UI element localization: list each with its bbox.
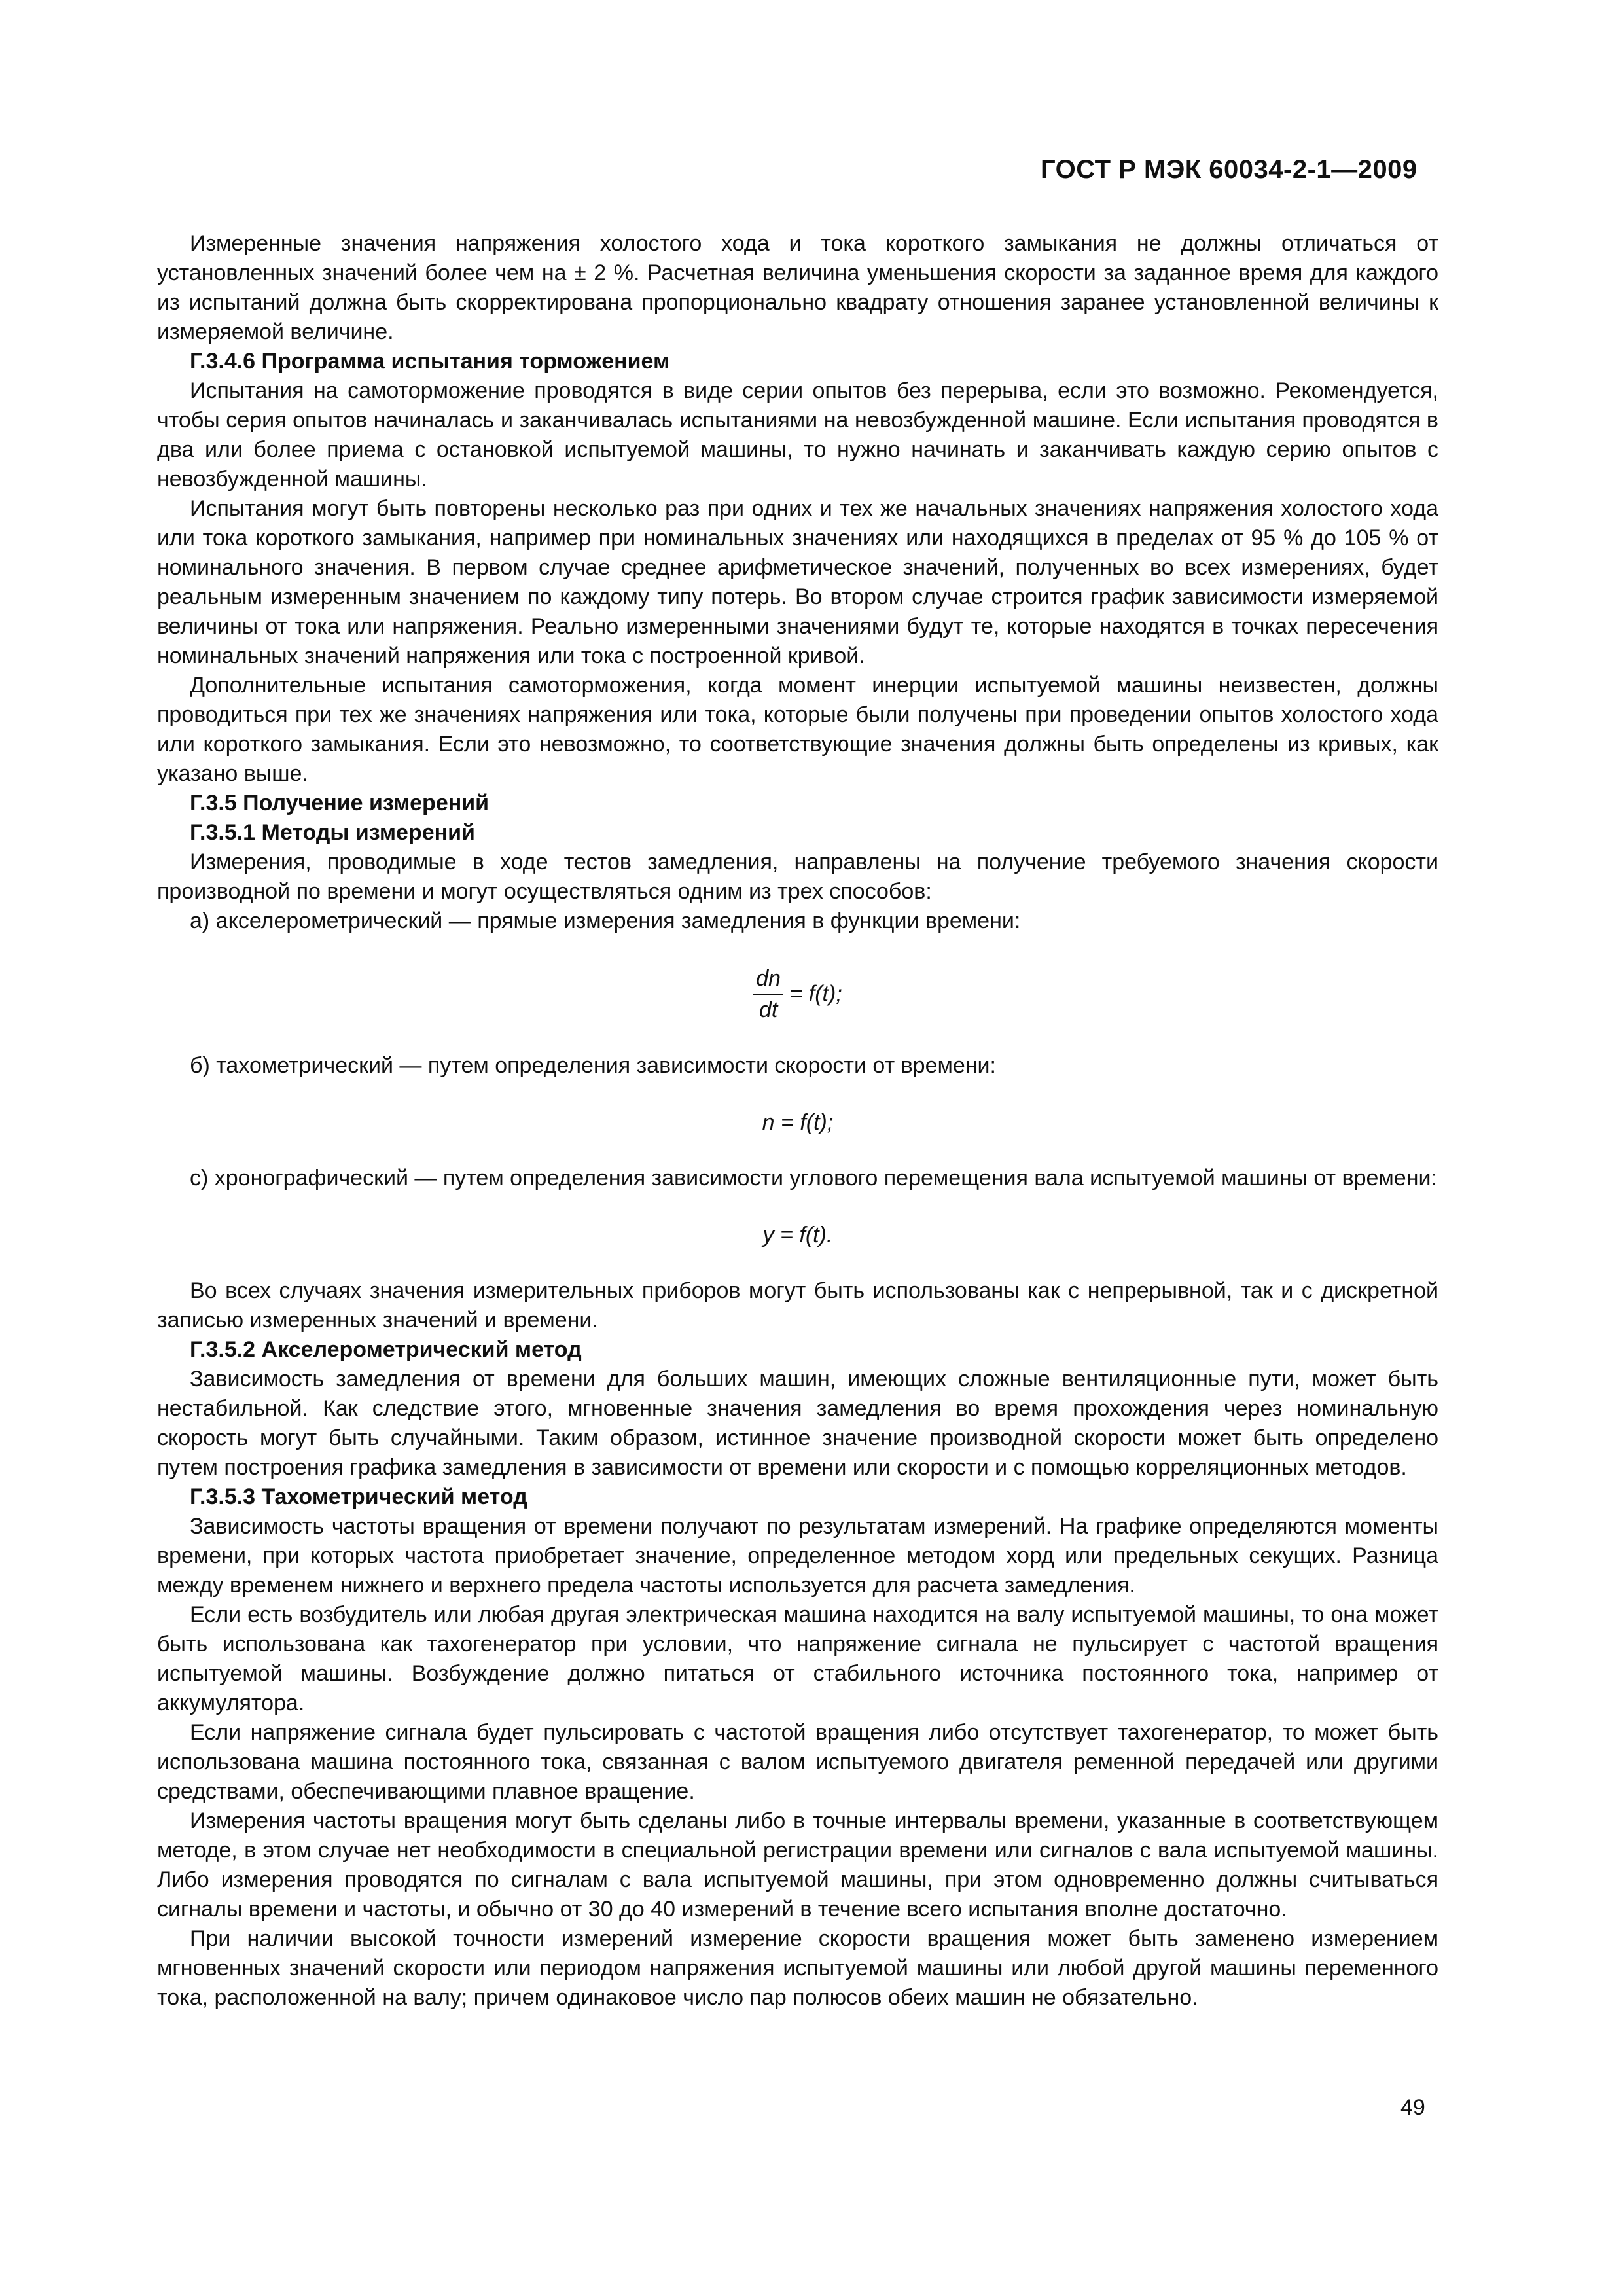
section-heading: Г.3.4.6 Программа испытания торможением [190,349,670,374]
paragraph: Зависимость частоты вращения от времени получают по результатам измерений. На графике определяются моменты времени, при которых частота приобретает значение, определенное методом хорд или предельных секущих. Разница между временем нижнего и верхнего предела частоты используется для расчета замедления. [157,1514,1438,1598]
paragraph: Измеренные значения напряжения холостого хода и тока короткого замыкания не должны отличаться от установленных значений более чем на ± 2 %. Расчетная величина уменьшения скорости за заданное время для каждого из испытаний должна быть скорректирована пропорционально квадрату отношения заранее установленной величины к измеряемой величине. [157,231,1438,344]
formula-speed: n = f(t); [762,1110,834,1135]
list-item: а) акселерометрический — прямые измерения замедления в функции времени: [190,908,1021,933]
section-heading: Г.3.5.1 Методы измерений [190,820,475,845]
paragraph: Измерения, проводимые в ходе тестов замедления, направлены на получение требуемого значения скорости производной по времени и могут осуществляться одним из трех способов: [157,850,1438,904]
fraction-numerator: dn [753,963,783,995]
list-item: с) хронографический — путем определения зависимости углового перемещения вала испытуемой машины от времени: [190,1166,1437,1191]
paragraph: Зависимость замедления от времени для больших машин, имеющих сложные вентиляционные пути, может быть нестабильной. Как следствие этого, мгновенные значения замедления во время прохождения через номинальную скорость могут быть случайными. Таким образом, истинное значение производной скорости может быть определено путем построения графика замедления в зависимости от времени или скорости и с помощью корреляционных методов. [157,1367,1438,1480]
formula-displacement: y = f(t). [762,1223,833,1247]
paragraph: Во всех случаях значения измерительных приборов могут быть использованы как с непрерывной, так и с дискретной записью измеренных значений и времени. [157,1278,1438,1333]
document-header: ГОСТ Р МЭК 60034-2-1—2009 [1041,155,1418,184]
formula-rhs: = f(t); [789,981,842,1007]
paragraph: Испытания могут быть повторены несколько раз при одних и тех же начальных значениях напряжения холостого хода или тока короткого замыкания, например при номинальных значениях или находящихся в пределах от 95 % до 105 % от номинального значения. В первом случае среднее арифметическое значений, полученных во всех измерениях, будет реальным измеренным значением по каждому типу потерь. Во втором случае строится график зависимости измеряемой величины от тока или напряжения. Реально измеренными значениями будут те, которые находятся в точках пересечения номинальных значений напряжения или тока с построенной кривой. [157,496,1438,668]
document-body [157,229,1438,2013]
page-number: 49 [1400,2095,1425,2120]
fraction-denominator: dt [758,997,778,1022]
paragraph: Если есть возбудитель или любая другая электрическая машина находится на валу испытуемой машины, то она может быть использована как тахогенератор при условии, что напряжение сигнала не пульсирует с частотой вращения испытуемой машины. Возбуждение должно питаться от стабильного источника постоянного тока, например от аккумулятора. [157,1602,1438,1715]
fraction [753,963,783,1025]
paragraph: Дополнительные испытания самоторможения, когда момент инерции испытуемой машины неизвестен, должны проводиться при тех же значениях напряжения или тока, которые были получены при проведении опытов холостого хода или короткого замыкания. Если это невозможно, то соответствующие значения должны быть определены из кривых, как указано выше. [157,673,1438,786]
paragraph: При наличии высокой точности измерений измерение скорости вращения может быть заменено измерением мгновенных значений скорости или периодом напряжения испытуемой машины или любой другой машины переменного тока, расположенной на валу; причем одинаковое число пар полюсов обеих машин не обязательно. [157,1926,1438,2010]
paragraph: Если напряжение сигнала будет пульсировать с частотой вращения либо отсутствует тахогенератор, то может быть использована машина постоянного тока, связанная с валом испытуемого двигателя ременной передачей или другими средствами, обеспечивающими плавное вращение. [157,1720,1438,1804]
paragraph: Испытания на самоторможение проводятся в виде серии опытов без перерыва, если это возможно. Рекомендуется, чтобы серия опытов начиналась и заканчивалась испытаниями на невозбужденной машине. Если испытания проводятся в два или более приема с остановкой испытуемой машины, то нужно начинать и заканчивать каждую серию опытов с невозбужденной машины. [157,378,1438,492]
formula-derivative [157,963,1438,1025]
list-item: б) тахометрический — путем определения зависимости скорости от времени: [190,1053,996,1078]
section-heading: Г.3.5 Получение измерений [190,791,490,816]
section-heading: Г.3.5.3 Тахометрический метод [190,1484,527,1509]
section-heading: Г.3.5.2 Акселерометрический метод [190,1337,582,1362]
paragraph: Измерения частоты вращения могут быть сделаны либо в точные интервалы времени, указанные в соответствующем методе, в этом случае нет необходимости в специальной регистрации времени или сигналов с вала испытуемой машины. Либо измерения проводятся по сигналам с вала испытуемой машины, при этом одновременно должны считываться сигналы времени и частоты, и обычно от 30 до 40 измерений в течение всего испытания вполне достаточно. [157,1808,1438,1922]
